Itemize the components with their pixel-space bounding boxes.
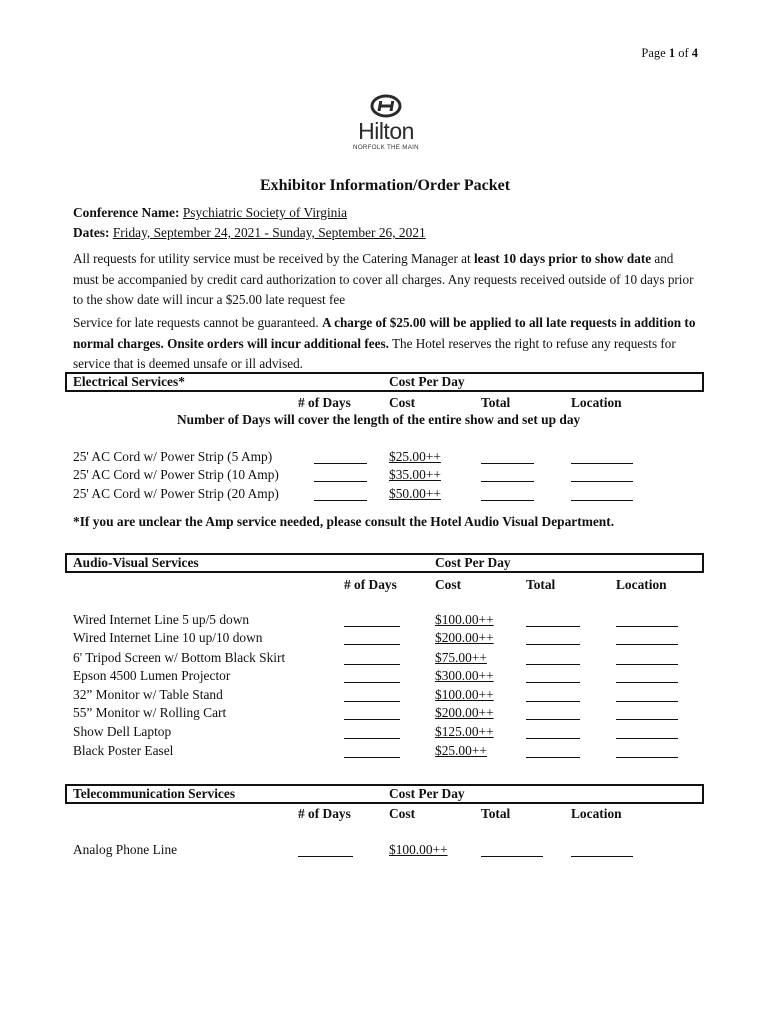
hilton-monogram-icon bbox=[369, 94, 403, 118]
total-input[interactable] bbox=[526, 706, 580, 720]
total-input[interactable] bbox=[526, 669, 580, 683]
av-col-days: # of Days bbox=[344, 577, 397, 592]
days-input[interactable] bbox=[344, 706, 400, 720]
location-input[interactable] bbox=[571, 487, 633, 501]
telecom-col-days: # of Days bbox=[298, 806, 351, 821]
late-request-paragraph bbox=[73, 313, 701, 375]
para2-text-a: Service for late requests cannot be guaranteed. bbox=[73, 315, 322, 330]
item-cost: $100.00++ bbox=[389, 842, 448, 857]
total-input[interactable] bbox=[526, 651, 580, 665]
days-input[interactable] bbox=[344, 744, 400, 758]
telecom-col-total: Total bbox=[481, 806, 511, 821]
item-cost: $200.00++ bbox=[435, 630, 494, 645]
telecom-col-cost: Cost bbox=[389, 806, 416, 821]
electrical-days-note: Number of Days will cover the length of the entire show and set up day bbox=[177, 412, 581, 427]
amp-footnote: *If you are unclear the Amp service needed, please consult the Hotel Audio Visual Department. bbox=[73, 514, 615, 529]
av-header-label: Audio-Visual Services bbox=[73, 555, 199, 570]
total-input[interactable] bbox=[481, 450, 534, 464]
location-input[interactable] bbox=[616, 669, 678, 683]
logo-subline: NORFOLK THE MAIN bbox=[353, 144, 419, 151]
telecom-col-location: Location bbox=[571, 806, 622, 821]
total-input[interactable] bbox=[526, 744, 580, 758]
conference-line bbox=[73, 205, 347, 221]
av-cost-per-day: Cost Per Day bbox=[435, 555, 511, 570]
days-input[interactable] bbox=[344, 613, 400, 627]
item-cost: $200.00++ bbox=[435, 705, 494, 720]
item-cost: $75.00++ bbox=[435, 650, 487, 665]
item-name: 32” Monitor w/ Table Stand bbox=[73, 687, 223, 702]
days-input[interactable] bbox=[344, 688, 400, 702]
item-name: Black Poster Easel bbox=[73, 743, 174, 758]
total-input[interactable] bbox=[526, 613, 580, 627]
item-cost: $125.00++ bbox=[435, 724, 494, 739]
dates-label: Dates: bbox=[73, 225, 110, 240]
hilton-logo bbox=[345, 94, 427, 152]
item-cost: $25.00++ bbox=[389, 449, 441, 464]
days-input[interactable] bbox=[344, 631, 400, 645]
para1-text-c: and must be accompanied by credit card authorization to cover all charges. Any requests received outside of 10 days prior to the show date will incur a $25.00 late request fee bbox=[73, 251, 694, 307]
para2-bold: A charge of $25.00 will be applied to all late requests in addition to normal charges. Onsite orders will incur additional fees. bbox=[73, 315, 696, 351]
item-cost: $35.00++ bbox=[389, 467, 441, 482]
total-input[interactable] bbox=[481, 487, 534, 501]
conference-name: Psychiatric Society of Virginia bbox=[182, 205, 348, 220]
item-name: 25' AC Cord w/ Power Strip (5 Amp) bbox=[73, 449, 273, 464]
page-number bbox=[641, 46, 698, 61]
days-input[interactable] bbox=[314, 450, 367, 464]
days-input[interactable] bbox=[314, 487, 367, 501]
electrical-col-total: Total bbox=[481, 395, 511, 410]
item-name: 25' AC Cord w/ Power Strip (20 Amp) bbox=[73, 486, 279, 501]
item-cost: $25.00++ bbox=[435, 743, 487, 758]
total-input[interactable] bbox=[481, 468, 534, 482]
location-input[interactable] bbox=[616, 706, 678, 720]
days-input[interactable] bbox=[344, 651, 400, 665]
item-name: Wired Internet Line 10 up/10 down bbox=[73, 630, 263, 645]
dates-line bbox=[73, 225, 426, 241]
page-of: of bbox=[675, 46, 692, 60]
location-input[interactable] bbox=[571, 843, 633, 857]
electrical-col-days: # of Days bbox=[298, 395, 351, 410]
item-cost: $100.00++ bbox=[435, 687, 494, 702]
av-col-location: Location bbox=[616, 577, 667, 592]
item-name: Epson 4500 Lumen Projector bbox=[73, 668, 231, 683]
location-input[interactable] bbox=[616, 651, 678, 665]
electrical-header-label: Electrical Services* bbox=[73, 374, 185, 389]
days-input[interactable] bbox=[344, 725, 400, 739]
item-name: 25' AC Cord w/ Power Strip (10 Amp) bbox=[73, 467, 279, 482]
item-cost: $100.00++ bbox=[435, 612, 494, 627]
item-name: Analog Phone Line bbox=[73, 842, 178, 857]
item-name: Wired Internet Line 5 up/5 down bbox=[73, 612, 250, 627]
location-input[interactable] bbox=[616, 744, 678, 758]
page-label: Page bbox=[641, 46, 669, 60]
total-input[interactable] bbox=[526, 631, 580, 645]
location-input[interactable] bbox=[571, 450, 633, 464]
days-input[interactable] bbox=[298, 843, 353, 857]
page-current: 1 bbox=[668, 46, 676, 60]
total-input[interactable] bbox=[481, 843, 543, 857]
total-input[interactable] bbox=[526, 725, 580, 739]
dates-value: Friday, September 24, 2021 - Sunday, September 26, 2021 bbox=[112, 225, 426, 240]
days-input[interactable] bbox=[314, 468, 367, 482]
days-input[interactable] bbox=[344, 669, 400, 683]
logo-wordmark: Hilton bbox=[358, 118, 414, 144]
item-cost: $50.00++ bbox=[389, 486, 441, 501]
location-input[interactable] bbox=[616, 613, 678, 627]
para1-text-a: All requests for utility service must be received by the Catering Manager at bbox=[73, 251, 474, 266]
location-input[interactable] bbox=[616, 725, 678, 739]
telecom-header-label: Telecommunication Services bbox=[73, 786, 236, 801]
location-input[interactable] bbox=[571, 468, 633, 482]
item-cost: $300.00++ bbox=[435, 668, 494, 683]
item-name: 55” Monitor w/ Rolling Cart bbox=[73, 705, 227, 720]
item-name: Show Dell Laptop bbox=[73, 724, 172, 739]
telecom-cost-per-day: Cost Per Day bbox=[389, 786, 465, 801]
total-input[interactable] bbox=[526, 688, 580, 702]
para1-bold: least 10 days prior to show date bbox=[474, 251, 652, 266]
electrical-col-cost: Cost bbox=[389, 395, 416, 410]
av-col-cost: Cost bbox=[435, 577, 462, 592]
location-input[interactable] bbox=[616, 688, 678, 702]
conference-label: Conference Name: bbox=[73, 205, 180, 220]
utility-request-paragraph bbox=[73, 249, 701, 311]
page-total: 4 bbox=[691, 46, 698, 60]
para2-text-c: The Hotel reserves the right to refuse any requests for service that is deemed unsafe or ill advised. bbox=[73, 335, 676, 371]
electrical-col-location: Location bbox=[571, 395, 622, 410]
electrical-cost-per-day: Cost Per Day bbox=[389, 374, 465, 389]
document-title: Exhibitor Information/Order Packet bbox=[259, 177, 511, 194]
item-name: 6' Tripod Screen w/ Bottom Black Skirt bbox=[73, 650, 286, 665]
location-input[interactable] bbox=[616, 631, 678, 645]
av-col-total: Total bbox=[526, 577, 556, 592]
